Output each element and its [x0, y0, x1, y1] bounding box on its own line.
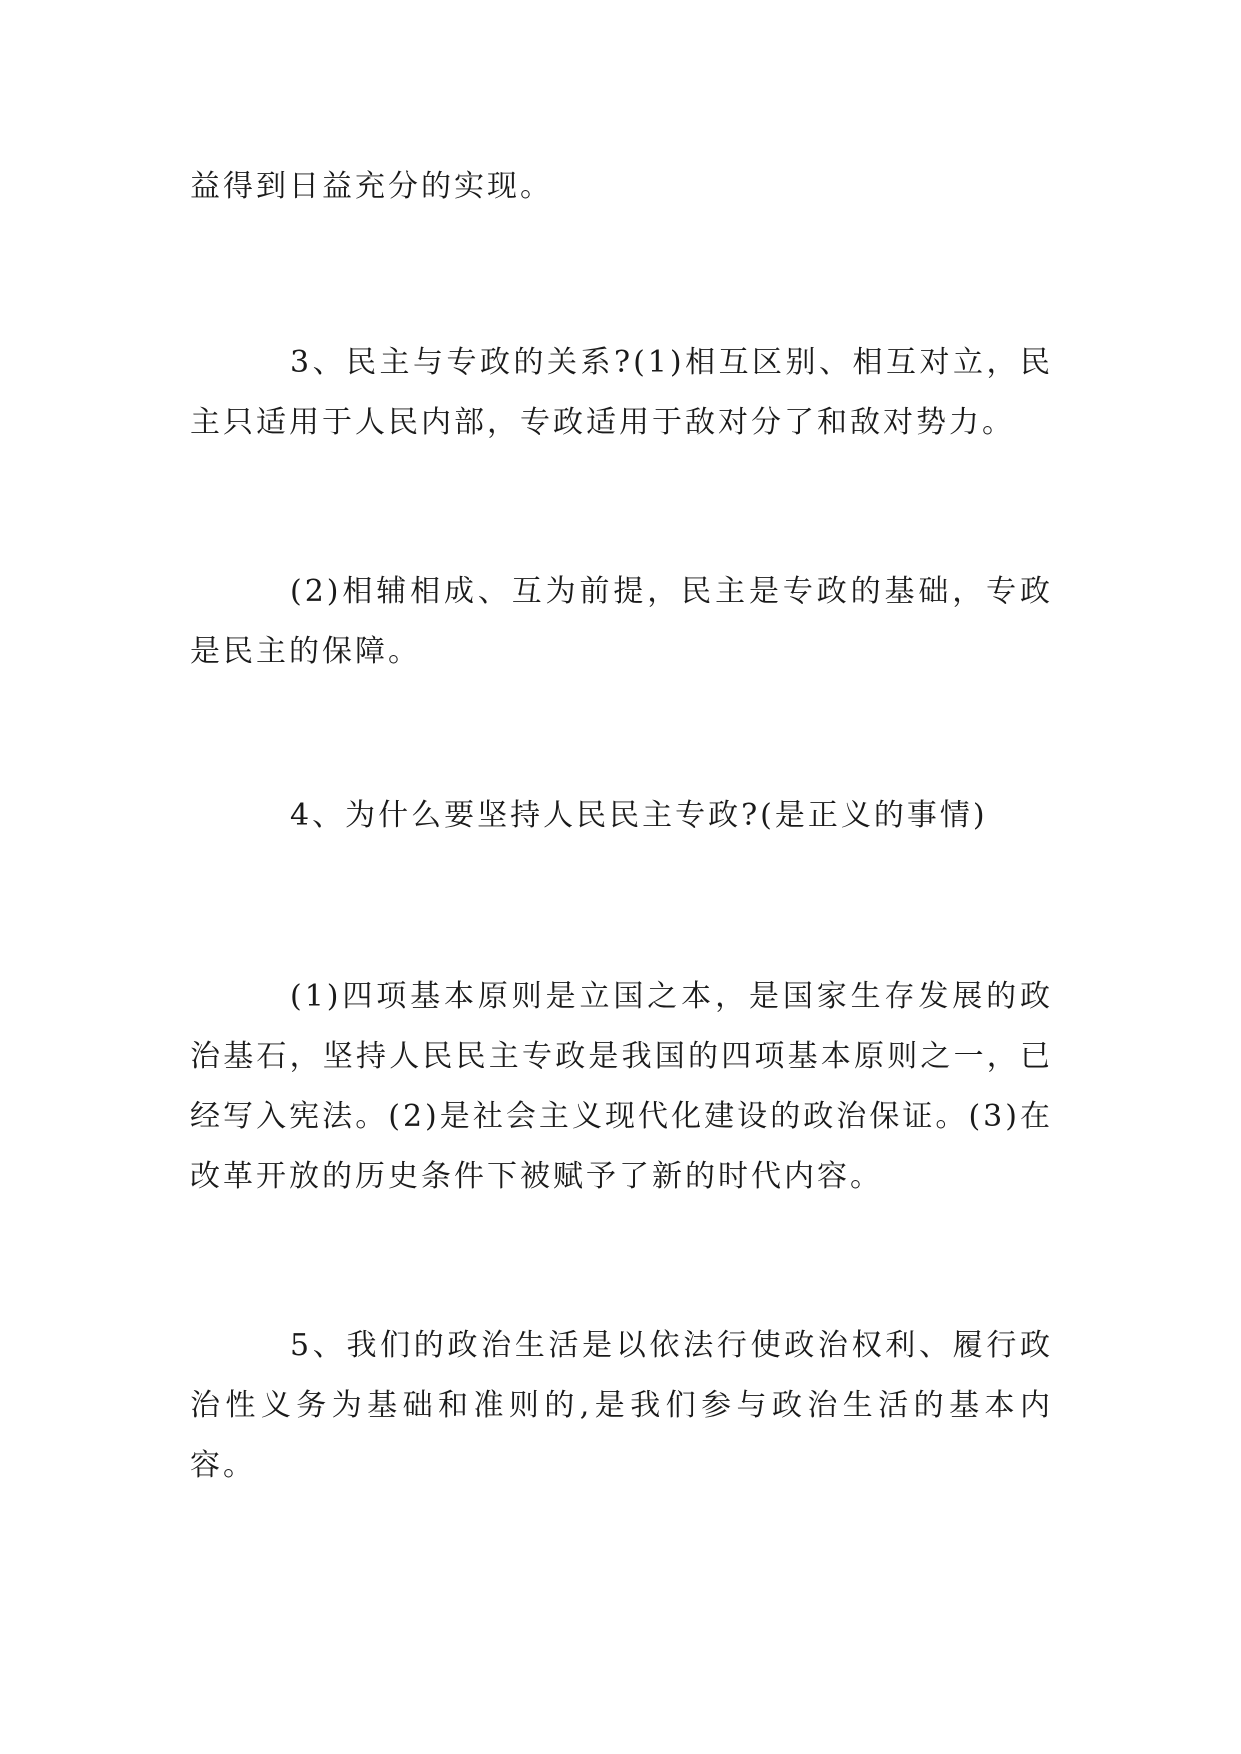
- paragraph-continuation: 益得到日益充分的实现。: [190, 169, 553, 204]
- paragraph-mutual-premise: (2)相辅相成、互为前提，民主是专政的基础，专政是民主的保障。: [190, 574, 1053, 669]
- paragraph-why-uphold-heading: 4、为什么要坚持人民民主专政?(是正义的事情): [290, 798, 988, 833]
- paragraph-political-life: 5、我们的政治生活是以依法行使政治权利、履行政治性义务为基础和准则的,是我们参与政治生活的基本内容。: [190, 1328, 1053, 1483]
- paragraph-four-principles: (1)四项基本原则是立国之本，是国家生存发展的政治基石，坚持人民民主专政是我国的四项基本原则之一，已经写入宪法。(2)是社会主义现代化建设的政治保证。(3)在改革开放的历史条件下被赋予了新的时代内容。: [190, 979, 1053, 1194]
- paragraph-democracy-dictatorship-relation: 3、民主与专政的关系?(1)相互区别、相互对立，民主只适用于人民内部，专政适用于敌对分了和敌对势力。: [190, 345, 1053, 440]
